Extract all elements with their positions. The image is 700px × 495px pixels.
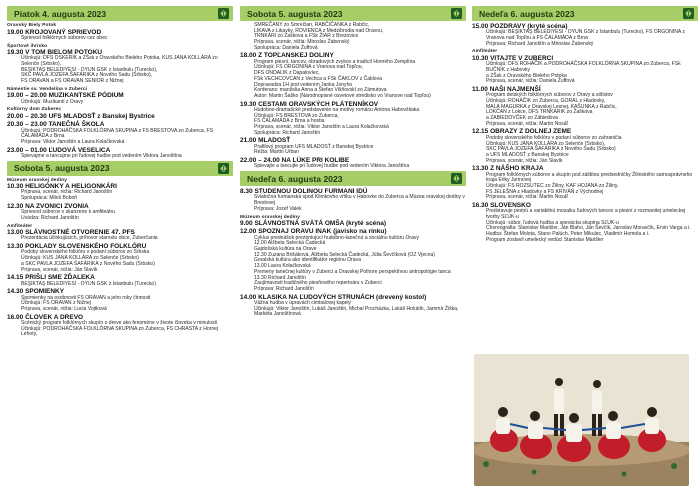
program-title: 16.30 SLOVENSKO	[472, 202, 531, 210]
program-title: 14.00 KLASIKA NA ĽUDOVÝCH STRUNÁCH (drevený kostol)	[240, 293, 427, 301]
program-description: Prezentácia účinkujúcich, príhovor starostu obce, Zuberčania	[21, 235, 158, 242]
program-item	[7, 147, 233, 160]
program-title: 16.00 ČLOVEK A DREVO	[7, 313, 84, 321]
program-title: 12.30 NA ZVONICI ZVONIA	[7, 202, 89, 210]
program-description: BEŞIKTAŞ BELEDIYESI - OYUN GSK z Istanbulu (Turecko)	[21, 280, 156, 287]
venue-heading: Múzeum oravskej dediny	[240, 214, 301, 220]
program-item	[7, 274, 233, 287]
program-description: Spievajme a tancujme pri ľudovej hudbe pod vedením Viktora Janoštína	[21, 152, 182, 159]
program-description: Prafilový program UFS MLADOSŤ z Banskej Bystrice Réžia: Martin Urban	[254, 143, 374, 156]
program-title: 13.30 Z NÁŠHO KRAJA	[472, 165, 544, 173]
leaf-logo-icon	[451, 173, 462, 184]
venue-heading: Námestie sv. Vendelína v Zuberci	[7, 86, 88, 92]
program-description: Sprievod súborov v skanzene k amfiteátru Uvádza: Richard Janoštín	[21, 209, 115, 221]
program-item	[7, 314, 233, 338]
venue-heading: Kultúrny dom Zuberec	[7, 107, 62, 113]
program-title: 21.00 MLADOSŤ	[240, 137, 291, 145]
program-description: Program folklórnych súborov a skupín pod záštitou predsedníčky Žilinského samosprávneho kraja Eriky Jurinovej Účinkujú: FS ROZSUTEC zo Žiliny, KAF HOJANA zo Žiliny, FS JELEŠNA z Hladovky a FS KRIVÁŇ z Východnej Príprava, scenár, réžia: Martin Nosáľ	[486, 171, 693, 201]
program-item	[7, 229, 233, 242]
program-description: Účinkujú: DFS ROHÁČIK a PODROHÁČSKA FOLKLÓRNA SKUPINA zo Zuberca, FSk BUČNÍK z Habovky a ZŠsk z Oravského Bieleho Potoka Príprava, scenár, réžia: Daniela Žuffová	[486, 61, 681, 85]
program-description: Príprava, scenár, réžia: Richard Janoštín Spolupráca: Miloš Boboň	[21, 189, 113, 202]
folk-dancers-illustration	[474, 354, 689, 486]
program-item	[240, 228, 466, 292]
program-description: SMREČANY zo Smrečian, RABČIČANKA z Rabčic, LIKAVA z Likavky, ROVIENCA z Medzibrodia nad Oravou, TRNKÁRI zo Žaškova a FSk ŽIAR z Brezovice Príprava, scenár, réžia: Miroslav Žabenský Spolupráca: Daniela Žuffová	[254, 22, 384, 51]
day-header	[240, 171, 466, 186]
program-item	[7, 243, 233, 273]
venue-heading: Amfiteáter	[472, 49, 498, 55]
program-description: Cyklus prednášok prezentujúci hudobno-tanečnú a sociálnu kultúru Oravy 12.00 Alžbeta Selecká Čadecká Gajdošská kultúra na Orave 12.30 Zuzana Brišáková, Alžbeta Selecká Čadecká, Júlia Ševčíková (OZ Vjecna) Goralská kultúra ako identifikátor regiónu Orava 13.00 Laura Kolačkovská Premeny tanečnej kultúry v Zuberci a Oravskej Polhore perspektívou antropológie tanca 13.30 Richard Janoštín Zaujímavosti tradičného piesňového repertoáru v Zuberci Príprava: Richard Janoštín	[254, 234, 451, 292]
program-item	[240, 23, 466, 51]
program-title: 11.00 NAŠI NAJMENŠÍ	[472, 86, 541, 93]
program-title: 9.00 SLÁVNOSTNÁ SVÄTÁ OMŠA (kryté scéna)	[240, 220, 387, 228]
program-description: Účinkujú: DFS OSKERÍK a ZŠsk z Oravského Bieleho Potoka, KUS JÁNA KOLLÁRA zo Selenče (Srbsko), BEŞIKTAŞ BELEDIYESI - OYUN GSK z Istanbulu (Turecko), SKC PAVLA JOZEFA ŠAFÁRIKA z Nového Sadu (Srbsko), FS ORAVAN a FS ORAVAN SENIOR z Nižnej	[21, 55, 218, 85]
program-title: 13.30 POKLADY SLOVENSKÉHO FOLKLÓRU	[7, 243, 147, 251]
program-item	[240, 220, 466, 227]
program-title: 20.30 – 23.00 TANEČNÁ ŠKOLA	[7, 121, 105, 129]
venue-heading: Amfiteáter	[7, 223, 33, 229]
program-item	[7, 121, 233, 145]
program-title: 22.00 – 24.00 NA LÚKE PRI KOLIBE	[240, 157, 350, 165]
leaf-logo-icon	[218, 8, 229, 19]
program-description: Spievajte a tancujte pri ľudovej hudbe pod vedením Viktora Janoštína	[254, 163, 410, 170]
program-description: Spomienky na osobnosti FS ORAVAN a jeho roky činnosti Účinkujú: FS ORAVAN z Nižnej Príprava, scenár, réžia: Lucia Vojtková	[21, 294, 151, 312]
program-title: 15.00 POZDRAVY (kryté scéna)	[472, 23, 568, 30]
day-header-text: Nedeľa 6. augusta 2023	[247, 173, 343, 184]
program-description: Účinkujú: BEŞIKTAŞ BELEDIYESI - OYUN GSK z Istanbulu (Turecko), FS ORGONINA z Vranova nad Topľou a FS ČALAMÁDA z Brna Príprava: Richard Janoštín a Miroslav Žabenský	[486, 29, 685, 47]
program-item	[240, 294, 466, 318]
leaf-logo-icon	[218, 163, 229, 174]
program-description: Sviatočná furmanská spod Klimkovho vŕšku v Habovke do Zuberca a Múzea oravskej dediny v Brestovej Príprava: Jozef Valek	[254, 194, 465, 212]
program-title: 10.30 VITAJTE V ZUBERCI	[472, 54, 554, 62]
program-item	[472, 165, 698, 201]
program-item	[7, 183, 233, 202]
venue-heading: Oravský Biely Potok	[7, 23, 57, 28]
program-title: 19.30 CESTAMI ORAVSKÝCH PLÁTENNÍKOV	[240, 100, 379, 108]
program-item	[240, 137, 466, 156]
program-description: Účinkujú: Muzikanti z Oravy	[21, 98, 84, 105]
program-item	[7, 92, 233, 105]
program-item	[240, 52, 466, 99]
day-header-text: Nedeľa 6. augusta 2023	[479, 8, 575, 19]
program-description: Podoby slovenského folklóru v podaní súborov zo zahraničia Účinkujú: KUS JÁNA KOLLÁRA zo Selenče (Srbsko), SKC PAVLA JOZEFA ŠAFÁRIKA z Nového Sadu (Srbsko) a UFS MLADOSŤ z Banskej Bystrice Príprava, scenár, réžia: Ján Slavík	[486, 134, 622, 164]
leaf-logo-icon	[451, 8, 462, 19]
folk-dancers-photo	[474, 354, 689, 486]
program-title: 19.00 KROJOVANÝ SPRIEVOD	[7, 28, 102, 36]
program-item	[7, 288, 233, 312]
program-title: 19.00 – 20.00 MUZIKANTSKÉ PÓDIUM	[7, 92, 124, 100]
program-title: 10.30 HELIGÓNKY A HELIGONKÁRI	[7, 183, 117, 191]
program-description: Sprievod folklórnych súborov cez obec	[21, 34, 108, 41]
program-description: Hudobno-dramatické predstavenie na motívy románu Antona Habovštiaka Účinkujú: FS BRESTOVA zo Zuberca, FS ČALAMÁDA z Brna a hostia Príprava, scenár, réžia: Viktor Janoštín a Laura Kolačkovská Spolupráca: Richard Janoštín	[254, 106, 420, 136]
program-title: 18.00 Z TOPĽANSKEJ DOLINY	[240, 52, 334, 60]
program-title: 12.15 OBRAZY Z DOLNEJ ZEME	[472, 128, 572, 136]
column-saturday-sunday	[240, 6, 466, 490]
program-description: Program piesní, tancov, obradových zvykov a tradícií Horného Zemplína Účinkujú: FS ORGONINA z Vranova nad Topľou, DFS ONDALIK z Dapalovíec, FSk VECHCOVCAN z Vechca a FSk ČAKLOV z Čaklova Dopravadza ĽH pod vedením Janka Jonyho Konferans: manželia Anna a Štefan Višňovskí zo Zámutova Autor: Martin Šaško (Národnopisné osvetové stredisko vo Vranove nad Topľou)	[254, 58, 431, 99]
day-header-text: Piatok 4. augusta 2023	[14, 8, 107, 19]
program-title: 14.15 PRIŠLI SME ZĎALEKA	[7, 274, 95, 282]
column-friday-saturday	[7, 6, 233, 490]
program-title: 12.00 SPOZNAJ ORAVU INAK (javisko na rínku)	[240, 228, 387, 236]
program-description: Vážna hudba v úpravách cimbalovej kapely Účinkujú: Viktor Janoštín, Lukáš Janoštín, Michal Procházka, Lukáš Holubík, Jaromír Žiška, Markéta Janoštínová	[254, 299, 459, 318]
program-item	[7, 49, 233, 85]
program-item	[7, 29, 233, 42]
program-description: Predstavuje pestrú a variabilnú mozaiku ľudových tancov a piesní z rozmanitej umeleckej tvorby SĽUK-u Účinkujú: súbor, ľudová hudba a spevácka skupina SĽUK-u Choreografia: Stanislav Marišler, Ján Blaho, Ján Ševčík, Jaroslav Moravčík, Ervin Varga a i. Hudba: Štefan Molota, Stano Palúch, Peter Mikulec, Vladimír Homola a i. Program zostavil umelecký vedúci Stanislav Marišler	[486, 208, 691, 243]
day-header	[240, 6, 466, 21]
program-item	[472, 202, 698, 243]
program-description: Podoby slovenského folklóru v podaní súborov zo Srbska Účinkujú: KUS JÁNA KOLLÁRA zo Selenče (Srbsko) a SKC PAVLA JOZEFA ŠAFÁRIKA z Nového Sadu (Srbsko) Príprava, scenár, réžia: Ján Slavík	[21, 249, 155, 273]
program-description: Scénický program folklórnych skupín o dreve ako fenoméne v živote človeka v minulosti Účinkujú: PODROHÁČSKA FOLKLÓRNA SKUPINA zo Zuberca, FS CHRASTA z Hornej Lehoty,	[21, 319, 219, 338]
program-title: 8.30 STUDENOU DOLINOU FURMANI IDÚ	[240, 188, 368, 196]
program-description: Účinkujú: PODROHÁČSKA FOLKLÓRNA SKUPINA z FS BRESTOVA zo Zuberca, FS ČALAMÁDA z Brna Príprava: Viktor Janoštín a Laura Kolačkovská	[21, 127, 213, 145]
day-header-text: Sobota 5. augusta 2023	[14, 163, 110, 174]
program-item	[240, 101, 466, 137]
leaf-logo-icon	[683, 8, 694, 19]
program-item	[7, 203, 233, 222]
program-item	[472, 128, 698, 164]
day-header	[7, 161, 233, 176]
venue-heading: Športové ihrisko	[7, 43, 48, 49]
program-title: 19.30 V TOM BIELOM POTOKU	[7, 49, 103, 57]
program-item	[240, 157, 466, 170]
program-item	[472, 55, 698, 85]
program-title: 13.00 SLÁVNOSTNÉ OTVORENIE 47. PFS	[7, 229, 135, 237]
day-header	[472, 6, 698, 21]
program-item	[7, 113, 233, 120]
program-description: Program detských folklórnych súborov z Oravy a sólistov Účinkujú: ROHÁČIK zo Zuberca, GORAL z Hladovky, MALÁ MAGURKA z Oravskej Lesnej, KAŠUNKA z Rabčic, LOKČAN z Lokce, DFS TRNKÁRIK zo Žaškova a ZABIEDOVČEK zo Zábiedova Príprava, scenár, réžia: Martin Nosáľ	[486, 92, 617, 127]
venue-heading: Múzeum oravskej dediny	[7, 177, 68, 183]
program-title: 14.30 SPOMIENKY	[7, 288, 65, 296]
day-header-text: Sobota 5. augusta 2023	[247, 8, 343, 19]
program-item	[240, 188, 466, 212]
day-header	[7, 6, 233, 21]
program-item	[472, 86, 698, 127]
program-item	[472, 23, 698, 47]
program-title: 23.00 – 01.00 ĽUDOVÁ VESELICA	[7, 146, 111, 154]
program-title: 20.00 – 20.30 UFS MLADOSŤ z Banskej Bystrice	[7, 112, 155, 120]
